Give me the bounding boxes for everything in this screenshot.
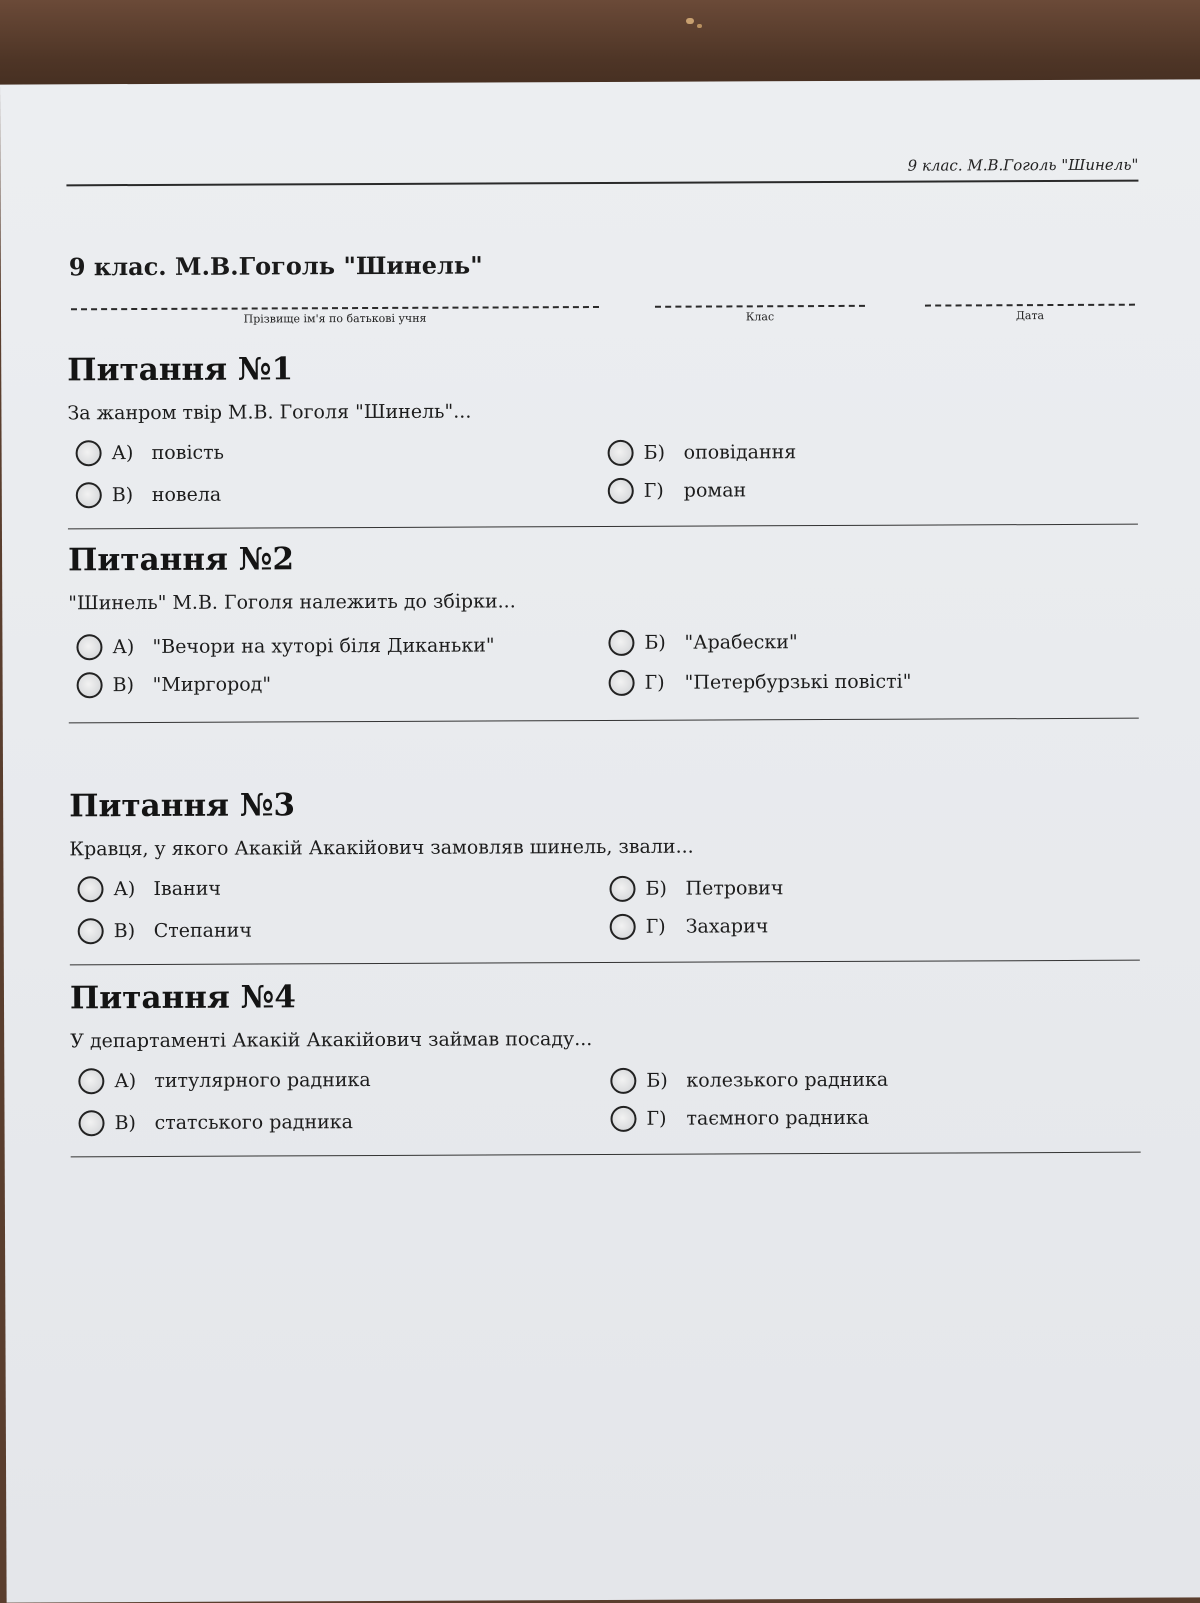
option-letter: В) [114, 1112, 136, 1135]
radio-button-icon[interactable] [610, 1106, 636, 1132]
option-letter: Г) [646, 1107, 667, 1130]
question-3 [69, 784, 1140, 961]
date-label: Дата [1015, 309, 1045, 323]
question-4 [70, 976, 1141, 1153]
option-b[interactable] [610, 1067, 888, 1094]
question-divider [69, 718, 1139, 724]
option-v[interactable] [78, 918, 252, 945]
option-text: Іванич [153, 877, 221, 900]
class-field[interactable] [655, 305, 865, 324]
answer-options [68, 626, 1138, 715]
question-text: У департаменті Акакій Акакійович займав посаду... [70, 1028, 593, 1053]
option-letter: Б) [644, 631, 666, 654]
question-heading: Питання №4 [69, 979, 296, 1017]
question-1 [67, 348, 1138, 525]
option-v[interactable] [78, 1109, 353, 1136]
question-heading: Питання №1 [67, 351, 294, 389]
option-letter: Б) [645, 877, 667, 900]
option-letter: В) [113, 920, 136, 943]
crumb [686, 18, 694, 24]
option-letter: А) [113, 878, 136, 901]
answer-options [69, 872, 1139, 961]
question-divider [70, 960, 1140, 966]
student-name-label: Прізвище ім'я по батькові учня [243, 311, 427, 326]
question-heading: Питання №2 [68, 541, 295, 579]
option-a[interactable] [76, 632, 494, 660]
option-letter: В) [111, 484, 134, 507]
radio-button-icon[interactable] [77, 672, 103, 698]
question-text: За жанром твір М.В. Гоголя "Шинель"... [67, 400, 472, 425]
option-b[interactable] [608, 439, 797, 466]
date-field[interactable] [925, 304, 1135, 323]
option-text: "Миргород" [152, 673, 272, 696]
name-dashed-line [71, 306, 599, 310]
answer-options [68, 436, 1138, 525]
option-a[interactable] [78, 1067, 370, 1094]
question-heading: Питання №3 [69, 787, 296, 825]
radio-button-icon[interactable] [609, 876, 635, 902]
radio-button-icon[interactable] [78, 918, 104, 944]
radio-button-icon[interactable] [76, 482, 102, 508]
option-text: повість [151, 441, 225, 464]
radio-button-icon[interactable] [608, 630, 634, 656]
question-text: Кравця, у якого Акакій Акакійович замовляв шинель, звали... [69, 835, 694, 861]
option-text: "Арабески" [684, 631, 798, 654]
radio-button-icon[interactable] [76, 634, 102, 660]
option-a[interactable] [76, 440, 224, 467]
option-text: "Вечори на хуторі біля Диканьки" [152, 634, 495, 658]
option-text: таємного радника [686, 1106, 870, 1130]
student-name-field[interactable] [71, 306, 599, 326]
option-v[interactable] [76, 482, 222, 509]
option-text: Степанич [153, 919, 252, 942]
radio-button-icon[interactable] [78, 1110, 104, 1136]
option-b[interactable] [608, 629, 797, 656]
radio-button-icon[interactable] [77, 876, 103, 902]
option-a[interactable] [77, 876, 221, 903]
question-text: "Шинель" М.В. Гоголя належить до збірки... [68, 590, 516, 615]
option-letter: В) [112, 674, 135, 697]
option-text: Захарич [685, 915, 769, 938]
radio-button-icon[interactable] [608, 440, 634, 466]
option-letter: А) [111, 442, 134, 465]
worksheet-page [0, 79, 1200, 1602]
question-divider [71, 1152, 1141, 1158]
date-dashed-line [925, 304, 1135, 307]
radio-button-icon[interactable] [78, 1068, 104, 1094]
header-rule [66, 180, 1138, 187]
option-letter: Б) [643, 441, 666, 464]
option-g[interactable] [610, 1105, 869, 1132]
option-text: роман [683, 479, 747, 502]
radio-button-icon[interactable] [609, 670, 635, 696]
crumb [697, 24, 702, 28]
radio-button-icon[interactable] [608, 478, 634, 504]
option-letter: Б) [646, 1069, 668, 1092]
class-dashed-line [655, 305, 865, 308]
radio-button-icon[interactable] [610, 914, 636, 940]
worksheet-title: 9 клас. М.В.Гоголь "Шинель" [68, 250, 483, 282]
option-text: оповідання [683, 441, 797, 464]
question-divider [68, 524, 1138, 530]
option-text: новела [151, 483, 222, 506]
radio-button-icon[interactable] [76, 440, 102, 466]
option-text: статського радника [154, 1111, 354, 1134]
option-g[interactable] [608, 477, 746, 504]
option-text: титулярного радника [154, 1069, 371, 1092]
option-text: "Петербурзькі повісті" [684, 670, 912, 694]
option-letter: Г) [645, 915, 666, 938]
option-letter: Г) [644, 671, 665, 694]
option-g[interactable] [610, 913, 769, 940]
option-letter: Г) [643, 479, 664, 502]
option-text: колезького радника [686, 1068, 889, 1092]
option-v[interactable] [77, 671, 272, 698]
option-b[interactable] [609, 875, 783, 902]
question-2 [68, 538, 1139, 715]
option-letter: А) [114, 1070, 137, 1093]
option-text: Петрович [685, 877, 784, 900]
radio-button-icon[interactable] [610, 1068, 636, 1094]
class-label: Клас [745, 310, 775, 324]
answer-options [70, 1064, 1140, 1153]
option-g[interactable] [609, 669, 912, 696]
option-letter: А) [112, 636, 135, 659]
running-header: 9 клас. М.В.Гоголь "Шинель" [907, 155, 1139, 175]
